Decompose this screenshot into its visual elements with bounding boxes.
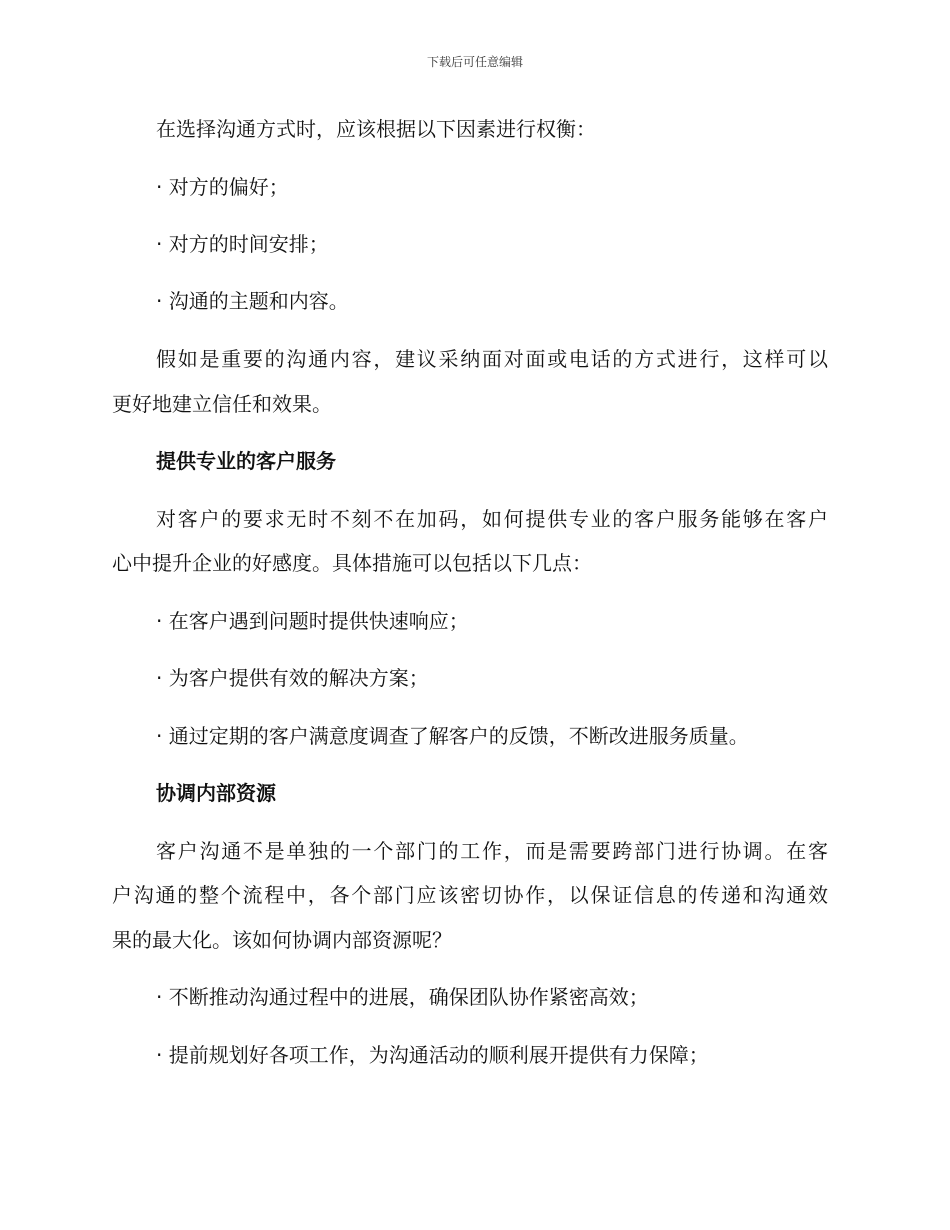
resource-item-push-progress: · 不断推动沟通过程中的进展，确保团队协作紧密高效； — [156, 985, 649, 1009]
internal-resources-paragraph-line3: 果的最大化。该如何协调内部资源呢？ — [112, 928, 452, 952]
factor-item-topic: · 沟通的主题和内容。 — [156, 289, 349, 313]
section-heading-internal-resources: 协调内部资源 — [156, 781, 276, 805]
internal-resources-paragraph-line2: 户沟通的整个流程中，各个部门应该密切协作，以保证信息的传递和沟通效 — [112, 883, 828, 907]
service-item-solutions: · 为客户提供有效的解决方案； — [156, 666, 429, 690]
service-item-quick-response: · 在客户遇到问题时提供快速响应； — [156, 609, 469, 633]
suggestion-paragraph-line2: 更好地建立信任和效果。 — [112, 392, 332, 416]
factor-item-schedule: · 对方的时间安排； — [156, 232, 329, 256]
service-item-satisfaction-survey: · 通过定期的客户满意度调查了解客户的反馈，不断改进服务质量。 — [156, 724, 749, 748]
customer-service-paragraph-line2: 心中提升企业的好感度。具体措施可以包括以下几点： — [112, 551, 592, 575]
suggestion-paragraph-line1: 假如是重要的沟通内容，建议采纳面对面或电话的方式进行，这样可以 — [156, 347, 828, 371]
customer-service-paragraph-line1: 对客户的要求无时不刻不在加码，如何提供专业的客户服务能够在客户 — [156, 507, 828, 531]
resource-item-plan-ahead: · 提前规划好各项工作，为沟通活动的顺利展开提供有力保障； — [156, 1043, 709, 1067]
intro-paragraph: 在选择沟通方式时，应该根据以下因素进行权衡： — [156, 117, 596, 141]
internal-resources-paragraph-line1: 客户沟通不是单独的一个部门的工作，而是需要跨部门进行协调。在客 — [156, 839, 828, 863]
factor-item-preference: · 对方的偏好； — [156, 175, 289, 199]
section-heading-customer-service: 提供专业的客户服务 — [156, 449, 336, 473]
page-header: 下载后可任意编辑 — [426, 55, 523, 69]
